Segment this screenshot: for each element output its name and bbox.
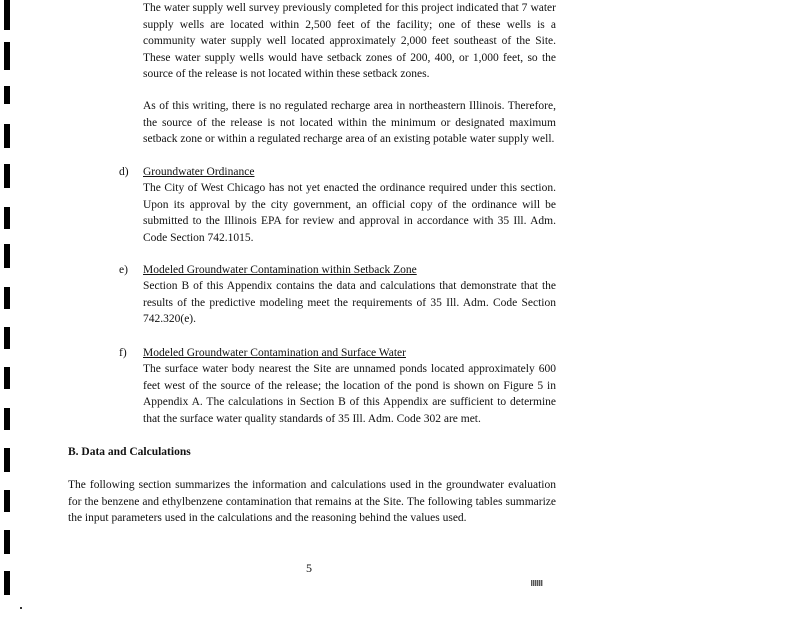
- scan-margin-mark: [4, 327, 10, 349]
- scan-margin-mark: [4, 367, 10, 389]
- scan-margin-mark: [4, 287, 10, 309]
- section-b-body: The following section summarizes the information and calculations used in the groundwater evaluation for the benzene and ethylbenzene contamination that remains at the Site. The following tables summarize the input parameters used in the calculations and the reasoning behind the values used.: [68, 479, 556, 525]
- scan-margin-mark: [4, 164, 10, 188]
- section-b-heading: B. Data and Calculations: [68, 446, 191, 458]
- scan-margin-mark: [4, 86, 10, 104]
- item-d-body: The City of West Chicago has not yet enacted the ordinance required under this section. Upon its approval by the city government, an official copy of the ordinance will be submitted to the Illinois EPA for review and approval in accordance with 35 Ill. Adm. Code Section 742.1015.: [143, 182, 556, 244]
- scan-margin-mark: [4, 0, 10, 30]
- scan-margin-mark: [4, 124, 10, 148]
- page-number: 5: [306, 561, 312, 575]
- item-e-heading: Modeled Groundwater Contamination within Setback Zone: [143, 264, 417, 276]
- recharge-paragraph: As of this writing, there is no regulated recharge area in northeastern Illinois. Therefore, the source of the release is not located within the minimum or designated maximum setback zone or within a regulated recharge area of an existing potable water supply well.: [143, 100, 556, 146]
- item-e-body: Section B of this Appendix contains the data and calculations that demonstrate that the results of the predictive modeling meet the requirements of 35 Ill. Adm. Code Section 742.320(e).: [143, 280, 556, 326]
- item-f-heading: Modeled Groundwater Contamination and Surface Water: [143, 347, 406, 359]
- scan-margin-mark: [4, 448, 10, 472]
- item-d-letter: d): [119, 166, 129, 178]
- scan-margin-mark: [4, 530, 10, 554]
- item-e-letter: e): [119, 264, 128, 276]
- scan-margin-mark: [4, 408, 10, 430]
- scan-stamp-mark: [531, 580, 543, 586]
- scan-margin-mark: [4, 244, 10, 268]
- scan-speck: [20, 607, 22, 609]
- item-d-heading: Groundwater Ordinance: [143, 166, 255, 178]
- scan-margin-mark: [4, 207, 10, 229]
- scan-margin-mark: [4, 42, 10, 70]
- item-f-letter: f): [119, 347, 127, 359]
- scan-margin-mark: [4, 571, 10, 595]
- water-supply-paragraph: The water supply well survey previously completed for this project indicated that 7 water supply wells are located within 2,500 feet of the facility; one of these wells is a community water supply well located approximately 2,000 feet southeast of the Site. These water supply wells would have setback zones of 200, 400, or 1,000 feet, so the source of the release is not located within these setback zones.: [143, 2, 556, 81]
- scan-margin-mark: [4, 490, 10, 512]
- item-f-body: The surface water body nearest the Site are unnamed ponds located approximately 600 feet west of the source of the release; the location of the pond is shown on Figure 5 in Appendix A. The calculations in Section B of this Appendix are sufficient to determine that the surface water quality standards of 35 Ill. Adm. Code 302 are met.: [143, 363, 556, 425]
